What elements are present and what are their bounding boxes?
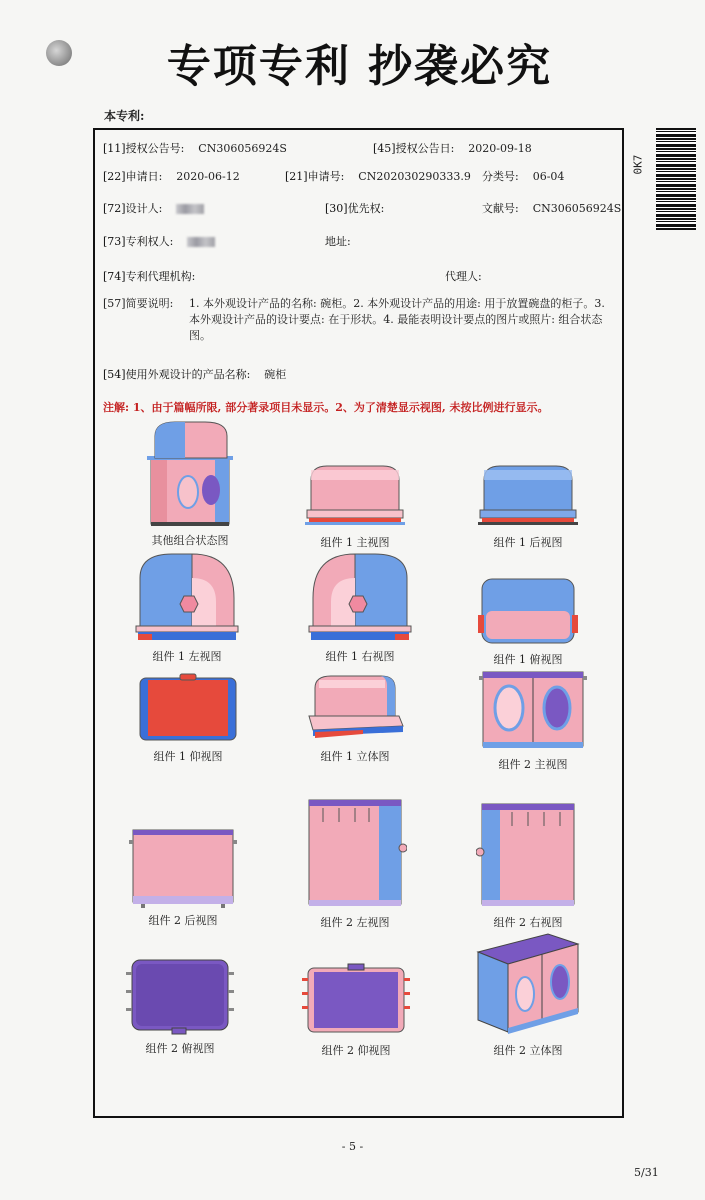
this-patent-label: 本专利: <box>104 109 145 123</box>
page-number: - 5 - <box>341 1140 364 1153</box>
barcode <box>656 128 696 230</box>
view-part2-bottom <box>300 962 412 1058</box>
field-application-date: [22]申请日: 2020-06-12 <box>103 170 240 183</box>
view-part2-top <box>125 956 235 1056</box>
view-part2-perspective <box>467 930 589 1058</box>
view-part1-top <box>473 575 583 667</box>
field-product-name: [54]使用外观设计的产品名称: 碗柜 <box>103 368 287 381</box>
view-caption: 组件 1 俯视图 <box>493 653 563 666</box>
view-caption: 组件 1 左视图 <box>152 650 222 663</box>
view-caption: 组件 2 主视图 <box>498 758 568 771</box>
view-part1-perspective <box>300 670 410 764</box>
field-agent: 代理人: <box>445 270 482 283</box>
view-caption: 组件 2 右视图 <box>493 916 563 929</box>
field-publication-date: [45]授权公告日: 2020-09-18 <box>373 142 532 155</box>
view-part2-left <box>300 796 410 930</box>
view-caption: 组件 2 后视图 <box>148 914 218 927</box>
field-publication-number: [11]授权公告号: CN306056924S <box>103 142 287 155</box>
field-patent-agency: [74]专利代理机构: <box>103 270 196 283</box>
view-part1-left <box>127 548 247 664</box>
view-caption: 其他组合状态图 <box>151 534 229 547</box>
view-caption: 组件 2 俯视图 <box>145 1042 215 1055</box>
barcode-code: 0K7 <box>631 154 645 175</box>
patent-record-frame <box>93 128 624 1118</box>
view-combined-state <box>135 418 245 548</box>
view-caption: 组件 2 仰视图 <box>321 1044 391 1057</box>
field-document-number: 文献号: CN306056924S <box>482 202 622 215</box>
view-part1-right <box>300 548 420 664</box>
view-caption: 组件 1 立体图 <box>320 750 390 763</box>
view-part2-back <box>123 826 243 928</box>
redacted-name <box>187 237 215 247</box>
field-patentee: [73]专利权人: <box>103 233 215 249</box>
view-caption: 组件 1 仰视图 <box>153 750 223 763</box>
view-caption: 组件 1 右视图 <box>325 650 395 663</box>
annotation-note: 注解: 1、由于篇幅所限, 部分著录项目未显示。2、为了清楚显示视图, 未按比例进行显示。 <box>103 401 549 414</box>
view-part2-right <box>473 800 583 930</box>
view-caption: 组件 2 立体图 <box>493 1044 563 1057</box>
redacted-name <box>176 204 204 214</box>
view-part1-back <box>473 460 583 550</box>
field-classification: 分类号: 06-04 <box>482 170 565 183</box>
view-caption: 组件 1 后视图 <box>493 536 563 549</box>
view-part2-front <box>473 668 593 772</box>
view-caption: 组件 2 左视图 <box>320 916 390 929</box>
field-brief-description: [57]简要说明: 1. 本外观设计产品的名称: 碗柜。2. 本外观设计产品的用途: 用于放置碗盘的柜子。3. 本外观设计产品的设计要点: 在于形状。4. 最能表明设计要点的图片或照片: 组合状态图。 <box>103 297 605 342</box>
field-address: 地址: <box>325 235 351 248</box>
field-application-number: [21]申请号: CN202030290333.9 <box>285 170 471 183</box>
view-part1-front <box>300 460 410 550</box>
sheet-number: 5/31 <box>634 1166 659 1179</box>
view-caption: 组件 1 主视图 <box>320 536 390 549</box>
field-priority: [30]优先权: <box>325 202 385 215</box>
field-designer: [72]设计人: <box>103 200 204 216</box>
page-headline: 专项专利 抄袭必究 <box>166 41 553 92</box>
view-part1-bottom <box>133 672 243 764</box>
